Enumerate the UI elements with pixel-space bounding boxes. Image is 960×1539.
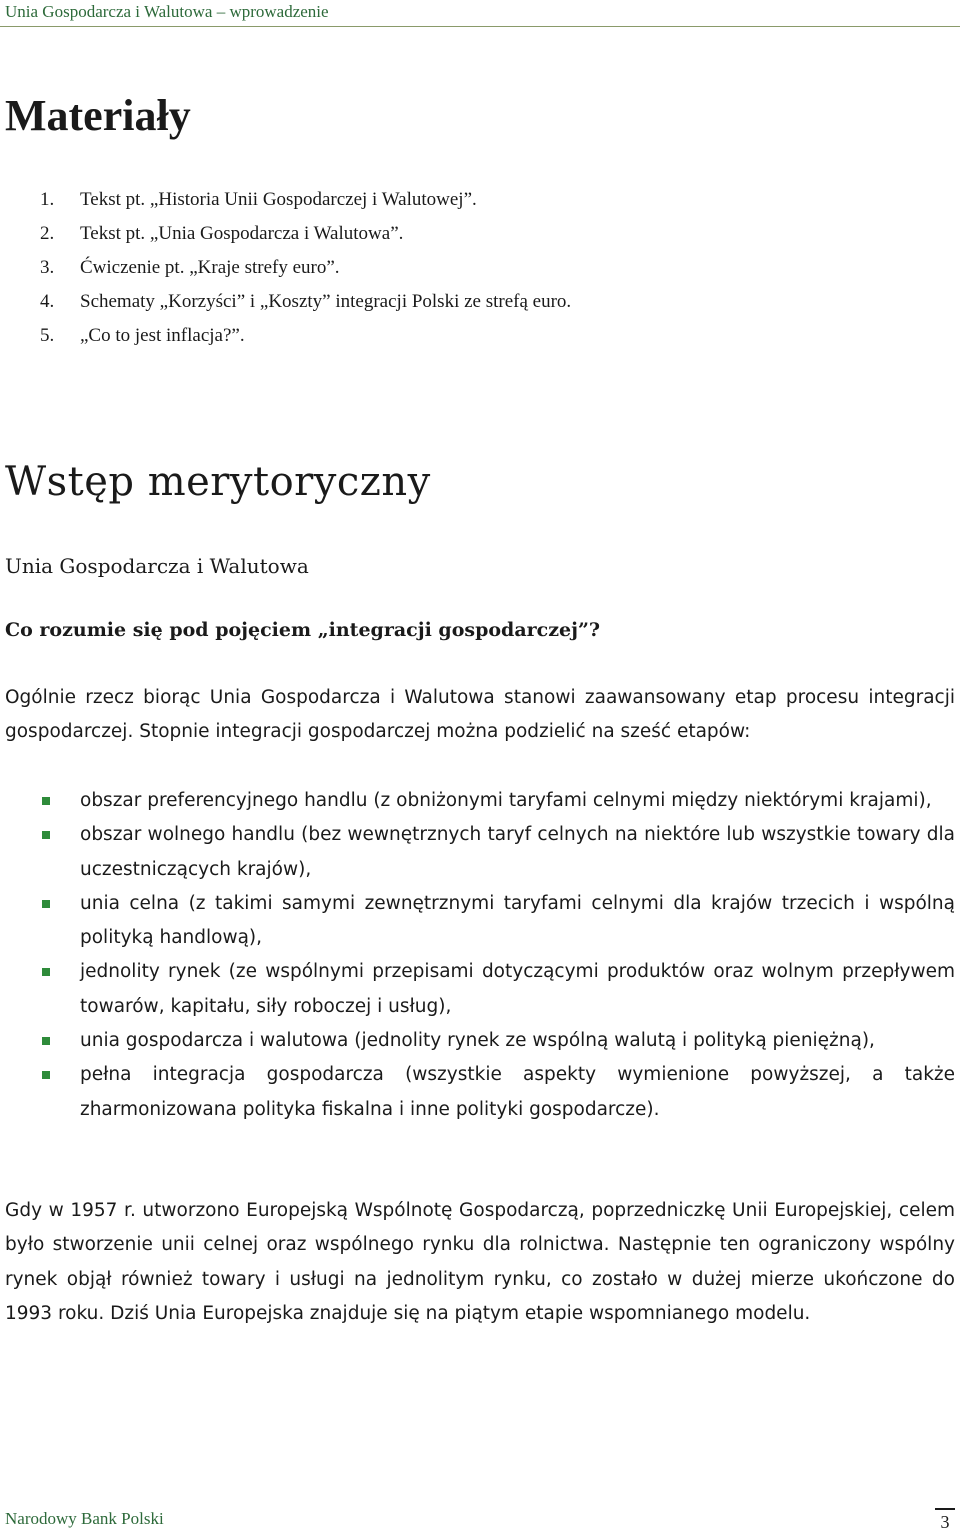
list-item-text: obszar preferencyjnego handlu (z obniżonymi taryfami celnymi między niektórymi krajami), xyxy=(80,790,932,811)
list-item xyxy=(0,1024,955,1058)
list-item xyxy=(40,285,571,319)
list-item xyxy=(0,818,955,887)
header-title: Unia Gospodarcza i Walutowa – wprowadzenie xyxy=(5,2,329,21)
page-number-rule xyxy=(935,1508,955,1510)
page-number: 3 xyxy=(940,1512,950,1532)
square-bullet-icon xyxy=(42,1071,50,1079)
page-header xyxy=(0,0,960,27)
footer-publisher: Narodowy Bank Polski xyxy=(5,1509,164,1528)
history-paragraph: Gdy w 1957 r. utworzono Europejską Wspólnotę Gospodarczą, poprzedniczkę Unii Europejskiej, celem było stworzenie unii celnej oraz wspólnego rynku dla rolnictwa. Następnie ten ograniczony wspólny rynek objął również towary i usługi na jednolitym rynku, co zostało w dużej mierze ukończone do 1993 roku. Dziś Unia Europejska znajduje się na piątym etapie wspomnianego modelu. xyxy=(5,1200,955,1324)
list-item-text: pełna integracja gospodarcza (wszystkie aspekty wymienione powyższej, a także zharmonizowana polityka fiskalna i inne polityki gospodarcze). xyxy=(80,1064,955,1120)
list-item xyxy=(0,887,955,956)
list-item xyxy=(0,1058,955,1127)
list-item-text: unia celna (z takimi samymi zewnętrznymi taryfami celnymi dla krajów trzecich i wspólną polityką handlową), xyxy=(80,892,955,949)
list-item-text: Schematy „Korzyści” i „Koszty” integracji Polski ze strefą euro. xyxy=(80,291,572,312)
intro-heading: Wstęp merytoryczny xyxy=(5,459,431,505)
list-item xyxy=(40,251,571,285)
list-item-number: 1. xyxy=(40,189,55,210)
list-item xyxy=(0,955,955,1024)
list-item xyxy=(40,183,571,217)
square-bullet-icon xyxy=(42,968,50,976)
square-bullet-icon xyxy=(42,900,50,908)
section-question: Co rozumie się pod pojęciem „integracji gospodarczej”? xyxy=(5,619,601,641)
materials-heading: Materiały xyxy=(5,91,191,140)
list-item-number: 4. xyxy=(40,291,55,312)
list-item xyxy=(0,784,955,818)
section-subheading: Unia Gospodarcza i Walutowa xyxy=(5,554,309,578)
list-item xyxy=(40,319,571,353)
list-item-number: 3. xyxy=(40,257,55,278)
list-item-text: jednolity rynek (ze wspólnymi przepisami dotyczącymi produktów oraz wolnym przepływem towarów, kapitału, siły roboczej i usług), xyxy=(80,961,955,1017)
integration-stages-list xyxy=(0,784,955,1127)
list-item-text: „Co to jest inflacja?”. xyxy=(80,325,245,346)
list-item-text: unia gospodarcza i walutowa (jednolity rynek ze wspólną walutą i polityką pieniężną), xyxy=(80,1030,875,1052)
square-bullet-icon xyxy=(42,797,50,805)
square-bullet-icon xyxy=(42,1037,50,1045)
intro-paragraph: Ogólnie rzecz biorąc Unia Gospodarcza i Walutowa stanowi zaawansowany etap procesu integracji gospodarczej. Stopnie integracji gospodarczej można podzielić na sześć etapów: xyxy=(5,687,955,743)
list-item-number: 5. xyxy=(40,325,55,346)
square-bullet-icon xyxy=(42,831,50,839)
list-item-number: 2. xyxy=(40,223,55,244)
list-item-text: Tekst pt. „Unia Gospodarcza i Walutowa”. xyxy=(80,223,404,244)
list-item-text: Tekst pt. „Historia Unii Gospodarczej i Walutowej”. xyxy=(80,189,477,210)
list-item xyxy=(40,217,571,251)
materials-list xyxy=(40,183,571,353)
list-item-text: Ćwiczenie pt. „Kraje strefy euro”. xyxy=(80,257,340,278)
list-item-text: obszar wolnego handlu (bez wewnętrznych taryf celnych na niektóre lub wszystkie towary dla uczestniczących krajów), xyxy=(80,824,955,880)
